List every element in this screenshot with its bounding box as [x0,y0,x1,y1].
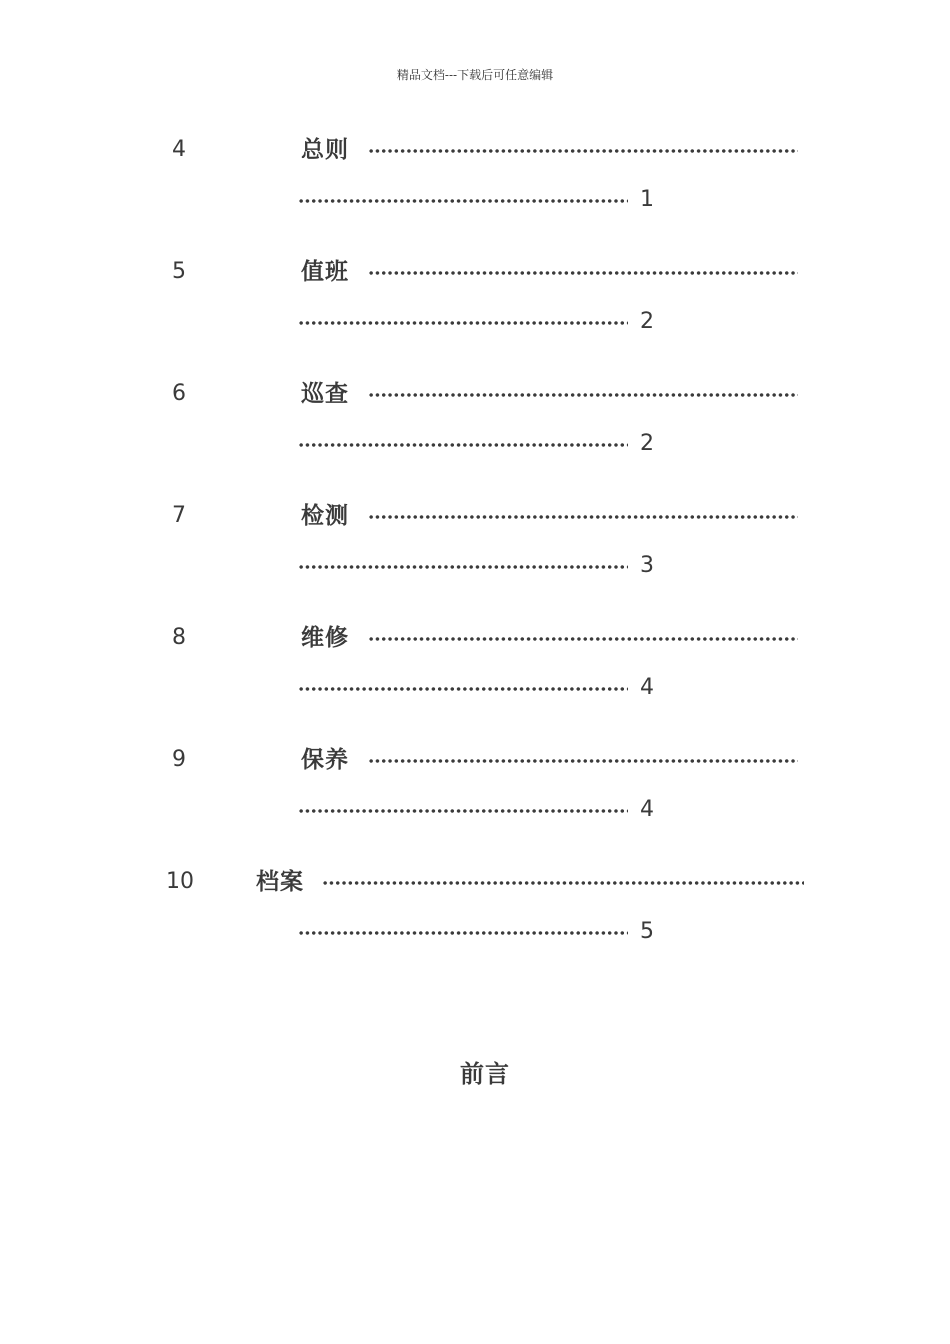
toc-entry-page: 4 [640,797,654,822]
page-header: 精品文档---下载后可任意编辑 [396,68,554,82]
dot-leader [298,199,628,203]
dot-leader [322,881,804,885]
dot-leader [368,637,798,641]
toc-entry[interactable] [0,380,950,480]
dot-leader [298,809,628,813]
toc-entry-number: 8 [172,625,186,650]
toc-entry-title: 值班 [301,259,349,285]
dot-leader [298,443,628,447]
dot-leader [368,149,798,153]
toc-entry-page: 3 [640,553,654,578]
toc-entry[interactable] [0,624,950,724]
toc-entry-page: 1 [640,187,654,212]
section-heading: 前言 [460,1060,510,1088]
toc-entry-title: 总则 [301,137,349,163]
dot-leader [368,271,798,275]
toc-entry-number: 9 [172,747,186,772]
toc-entry[interactable] [0,258,950,358]
toc-entry[interactable] [0,502,950,602]
dot-leader [298,565,628,569]
toc-entry-title: 保养 [301,747,349,773]
dot-leader [298,321,628,325]
toc-entry-page: 2 [640,309,654,334]
toc-entry-title: 档案 [256,869,304,895]
toc-entry[interactable] [0,868,950,968]
dot-leader [368,393,798,397]
toc-entry-page: 2 [640,431,654,456]
dot-leader [298,687,628,691]
toc-entry-number: 6 [172,381,186,406]
dot-leader [298,931,628,935]
toc-entry-number: 10 [166,869,194,894]
toc-entry-page: 4 [640,675,654,700]
toc-entry-title: 检测 [301,503,349,529]
dot-leader [368,759,798,763]
toc-entry-title: 维修 [301,625,349,651]
toc-entry-number: 7 [172,503,186,528]
toc-entry[interactable] [0,746,950,846]
toc-entry-number: 4 [172,137,186,162]
toc-entry-number: 5 [172,259,186,284]
toc-entry-title: 巡查 [301,381,349,407]
dot-leader [368,515,798,519]
toc-entry-page: 5 [640,919,654,944]
toc-entry[interactable] [0,136,950,236]
